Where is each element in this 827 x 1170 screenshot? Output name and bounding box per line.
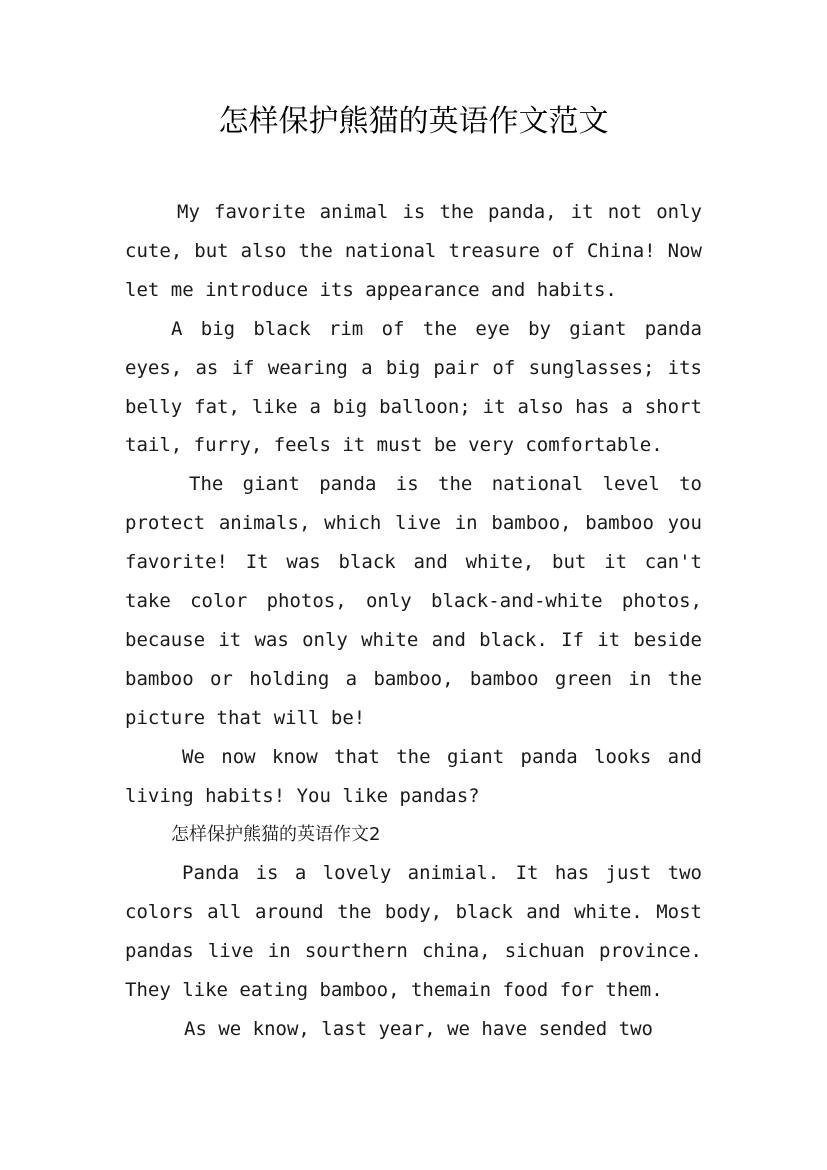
paragraph-last-year: As we know, last year, we have sended two xyxy=(184,1018,653,1041)
document-title: 怎样保护熊猫的英语作文范文 xyxy=(218,104,609,139)
paragraph-lovely-animal: Panda is a lovely animial. It has just two colors all around the body, black and white. Most pandas live in sourthern china, sichuan province. They like eating bamboo, themain food for them. xyxy=(125,862,702,1002)
paragraph-protection: The giant panda is the national level to protect animals, which live in bamboo, bamboo you favorite! It was black and white, but it can't take color photos, only black-and-white photos, because it was only white and black. If it beside bamboo or holding a bamboo, bamboo green in the picture that will be! xyxy=(125,473,702,729)
paragraph-appearance: A big black rim of the eye by giant panda eyes, as if wearing a big pair of sunglasses; its belly fat, like a big balloon; it also has a short tail, furry, feels it must be very comfortable. xyxy=(125,317,702,457)
paragraph-conclusion: We now know that the giant panda looks and living habits! You like pandas? xyxy=(125,745,702,807)
document-body xyxy=(125,193,702,1049)
paragraph-favorite-animal: My favorite animal is the panda, it not only cute, but also the national treasure of China! Now let me introduce its appearance and habits. xyxy=(125,201,702,301)
section-heading-essay-2: 怎样保护熊猫的英语作文2 xyxy=(171,823,381,845)
